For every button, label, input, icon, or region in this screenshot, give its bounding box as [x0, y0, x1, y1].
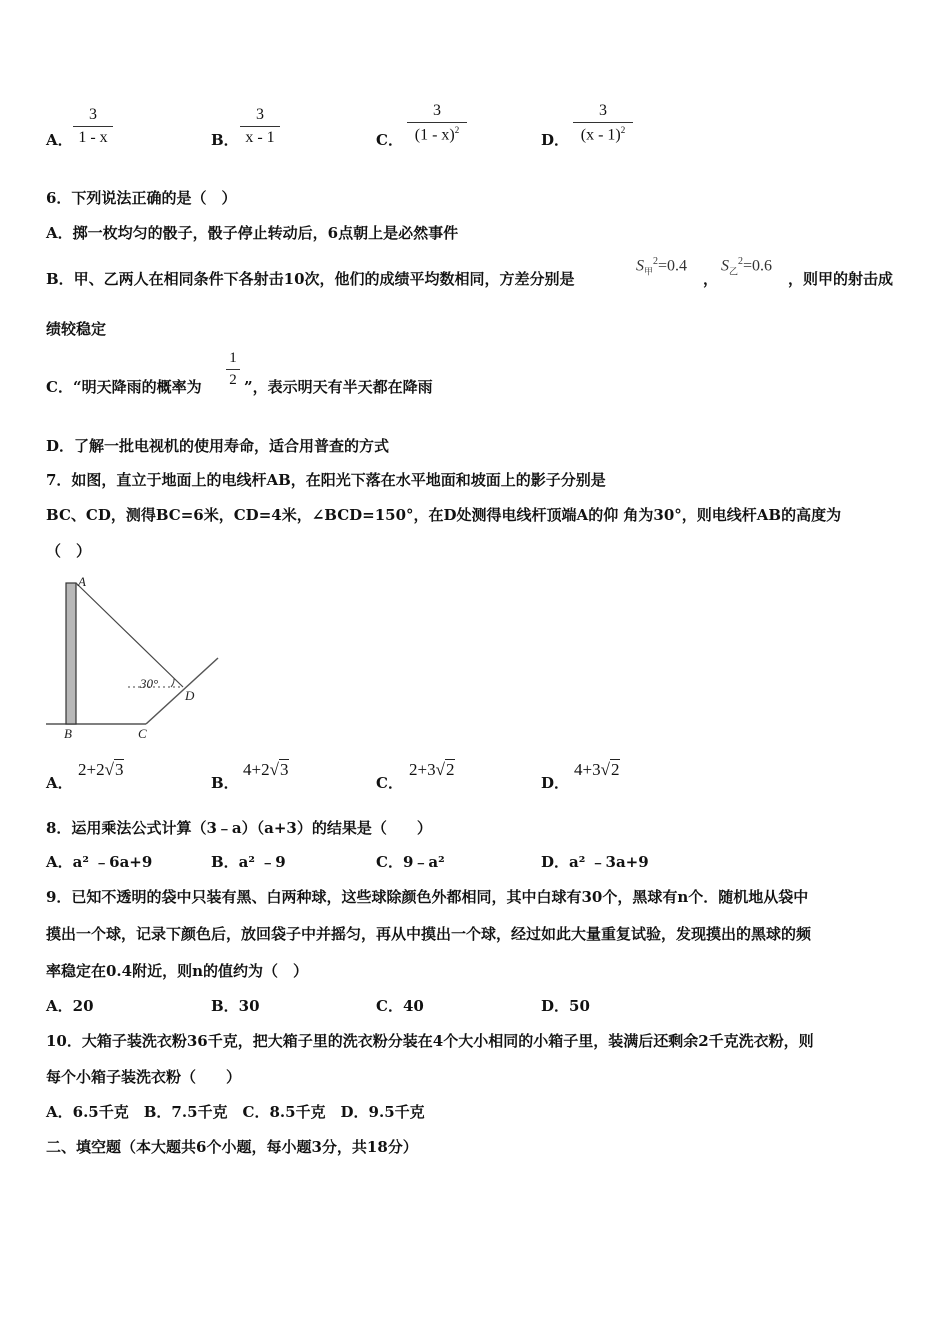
point-c-label: C: [138, 726, 147, 741]
q9-option-c: C．40: [376, 997, 424, 1015]
angle-arc: [171, 678, 174, 687]
q7-option-c-value: 2+3√2: [409, 760, 455, 779]
q5-d-denominator: (x - 1)$^2$: [573, 122, 633, 144]
q6-option-c-part2: ”，表示明天有半天都在降雨: [244, 378, 433, 396]
q7-line3: （ ）: [46, 542, 92, 560]
q6-option-a: A．掷一枚均匀的骰子，骰子停止转动后，6点朝上是必然事件: [46, 224, 459, 242]
q7-option-b-value: 4+2√3: [243, 760, 289, 779]
q9-option-a: A．20: [46, 997, 94, 1015]
q9-line1: 9．已知不透明的袋中只装有黑、白两种球，这些球除颜色外都相同，其中白球有30个，黑球有n个．随机地从袋中: [46, 888, 809, 906]
point-b-label: B: [64, 726, 72, 741]
q5-a-denominator: 1 - x: [73, 126, 113, 147]
q5-option-c-fraction: [407, 102, 467, 144]
q5-option-c-label: C．: [376, 131, 403, 149]
q5-d-numerator: 3: [599, 102, 607, 119]
q7-figure: [40, 575, 230, 745]
q5-option-d-label: D．: [541, 131, 570, 149]
q5-b-denominator: x - 1: [240, 126, 280, 147]
q5-c-denominator: (1 - x)$^2$: [407, 122, 467, 144]
q6-c-fraction: [226, 350, 240, 389]
q10-options: A．6.5千克 B．7.5千克 C．8.5千克 D．9.5千克: [46, 1103, 425, 1121]
slope-line: [146, 658, 218, 724]
point-d-label: D: [185, 688, 195, 703]
q6-option-b-part1: B．甲、乙两人在相同条件下各射击10次，他们的成绩平均数相同，方差分别是: [46, 270, 575, 288]
q7-line1: 7．如图，直立于地面上的电线杆AB，在阳光下落在水平地面和坡面上的影子分别是: [46, 471, 606, 489]
q5-option-a-label: A．: [46, 131, 73, 149]
q6-variance-yi: $S_乙^2=0.6$: [721, 256, 773, 277]
q7-option-b-label: B．: [211, 774, 239, 792]
q8-option-d: D．a² ﹣3a+9: [541, 853, 649, 871]
q10-line1: 10．大箱子装洗衣粉36千克，把大箱子里的洗衣粉分装在4个大小相同的小箱子里，装满后还剩余2千克洗衣粉，则: [46, 1032, 814, 1050]
sun-ray-ad: [76, 583, 183, 687]
q5-a-numerator: 3: [89, 106, 97, 123]
q6-c-numerator: 1: [229, 350, 237, 366]
q9-option-b: B．30: [211, 997, 260, 1015]
point-a-label: A: [78, 575, 86, 589]
section2-title: 二、填空题（本大题共6个小题，每小题3分，共18分）: [46, 1138, 418, 1156]
q9-line2: 摸出一个球，记录下颜色后，放回袋子中并摇匀，再从中摸出一个球，经过如此大量重复试验，发现摸出的黑球的频: [46, 925, 812, 943]
q8-option-c: C．9﹣a²: [376, 853, 445, 871]
q7-option-a-label: A．: [46, 774, 73, 792]
q7-option-a-value: 2+2√3: [78, 760, 124, 779]
q6-option-b-part3: 绩较稳定: [46, 320, 107, 338]
q5-option-a-fraction: [73, 106, 113, 147]
q9-option-d: D．50: [541, 997, 590, 1015]
q6-variance-jia: $S_甲^2=0.4$: [636, 256, 688, 277]
q6-stem: 6．下列说法正确的是（ ）: [46, 189, 237, 207]
q6-option-c-part1: C．“明天降雨的概率为: [46, 378, 202, 396]
q5-option-b-fraction: [240, 106, 280, 147]
q7-option-d-value: 4+3√2: [574, 760, 620, 779]
pole-ab: [66, 583, 76, 724]
q9-line3: 率稳定在0.4附近，则n的值约为（ ）: [46, 962, 309, 980]
q8-option-a: A．a² ﹣6a+9: [46, 853, 153, 871]
q8-stem: 8．运用乘法公式计算（3﹣a）（a+3）的结果是（ ）: [46, 819, 432, 837]
q7-option-c-label: C．: [376, 774, 403, 792]
q5-option-d-fraction: [573, 102, 633, 144]
q10-line2: 每个小箱子装洗衣粉（ ）: [46, 1068, 242, 1086]
angle-label: 30°: [140, 676, 159, 691]
q7-line2: BC、CD，测得BC=6米，CD=4米，∠BCD=150°，在D处测得电线杆顶端A的仰 角为30°，则电线杆AB的高度为: [46, 506, 842, 524]
q5-b-numerator: 3: [256, 106, 264, 123]
q6-option-d: D．了解一批电视机的使用寿命，适合用普查的方式: [46, 437, 390, 455]
q5-c-numerator: 3: [433, 102, 441, 119]
q5-option-b-label: B．: [211, 131, 239, 149]
q6-option-b-part2: ，则甲的射击成: [788, 270, 894, 288]
q6-comma: ，: [703, 270, 719, 288]
q6-c-denominator: 2: [226, 369, 240, 389]
q8-option-b: B．a² ﹣9: [211, 853, 286, 871]
q7-option-d-label: D．: [541, 774, 570, 792]
